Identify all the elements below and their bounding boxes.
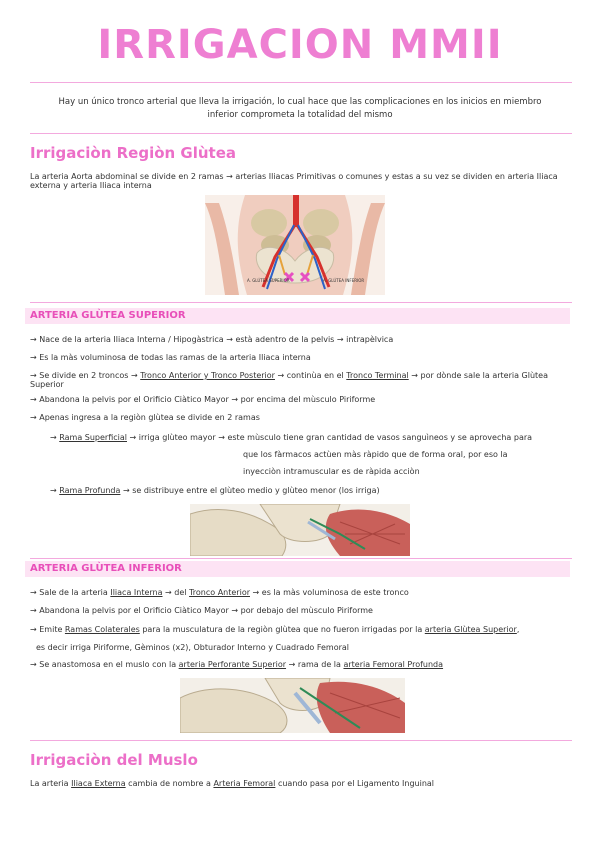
subsection-heading: ARTERIA GLÙTEA INFERIOR [30, 563, 182, 574]
list-item: → Emite Ramas Colaterales para la musculatura de la regiòn glùtea que no fueron irrigadas por la arteria Glùtea Superior, [30, 625, 520, 634]
list-item: → Sale de la arteria Iliaca Interna → del Tronco Anterior → es la màs voluminosa de este tronco [30, 588, 409, 597]
section-heading-muslo: Irrigaciòn del Muslo [30, 751, 198, 769]
subsection-band-glutea-inferior [25, 561, 570, 577]
list-item-cont: es decir irriga Piriforme, Gèminos (x2), Obturador Interno y Cuadrado Femoral [36, 643, 350, 652]
list-item: → Se anastomosa en el muslo con la arteria Perforante Superior → rama de la arteria Femoral Profunda [30, 660, 444, 669]
divider [30, 740, 572, 741]
divider [30, 558, 572, 559]
list-subitem: → Rama Superficial → irriga glùteo mayor → este mùsculo tiene gran cantidad de vasos sanguìneos y se aprovecha para [50, 433, 533, 442]
list-item: → Abandona la pelvis por el Orificio Ciàtico Mayor → por debajo del mùsculo Piriforme [30, 606, 373, 615]
list-subitem-cont: inyecciòn intramuscular es de ràpida acciòn [243, 467, 420, 476]
subsection-band-glutea-superior [25, 308, 570, 324]
figure-label: A. GLÚTEA SUPERIOR [247, 278, 290, 283]
list-item: → Nace de la arteria Iliaca Interna / Hipogàstrica → està adentro de la pelvis → intrapèlvica [30, 335, 394, 344]
list-item: → Apenas ingresa a la regiòn glùtea se divide en 2 ramas [30, 413, 260, 422]
section-heading-glutea: Irrigaciòn Regiòn Glùtea [30, 144, 237, 162]
divider [30, 302, 572, 303]
section-paragraph: La arteria Iliaca Externa cambia de nombre a Arteria Femoral cuando pasa por el Ligamento Inguinal [30, 779, 435, 788]
section-paragraph: La arteria Aorta abdominal se divide en 2 ramas → arterias Iliacas Primitivas o comunes y estas a su vez se dividen en arteria Iliaca externa y arteria Iliaca interna [30, 172, 558, 190]
list-item: → Es la màs voluminosa de todas las ramas de la arteria Iliaca interna [30, 353, 311, 362]
page-title: IRRIGACION MMII [97, 22, 503, 68]
gluteal-inferior-figure [180, 678, 405, 733]
list-subitem-cont: que los fàrmacos actùen màs ràpido que de forma oral, por eso la [243, 450, 508, 459]
gluteal-region-figure [190, 504, 410, 556]
divider [30, 82, 572, 83]
pelvis-arteries-figure [205, 195, 385, 295]
divider [30, 133, 572, 134]
intro-text: Hay un único tronco arterial que lleva la irrigación, lo cual hace que las complicaciones en los inicios en miembro inferior comprometa la totalidad del mismo [58, 97, 542, 120]
list-subitem: → Rama Profunda → se distribuye entre el glùteo medio y glùteo menor (los irriga) [50, 486, 380, 495]
list-item: → Se divide en 2 troncos → Tronco Anterior y Tronco Posterior → continùa en el Tronco Terminal → por dònde sale la arteria Glùtea Superior [30, 371, 548, 389]
list-item: → Abandona la pelvis por el Orificio Ciàtico Mayor → por encima del mùsculo Piriforme [30, 395, 376, 404]
subsection-heading: ARTERIA GLÙTEA SUPERIOR [30, 310, 186, 321]
figure-label: A. GLÚTEA INFERIOR [323, 278, 365, 283]
